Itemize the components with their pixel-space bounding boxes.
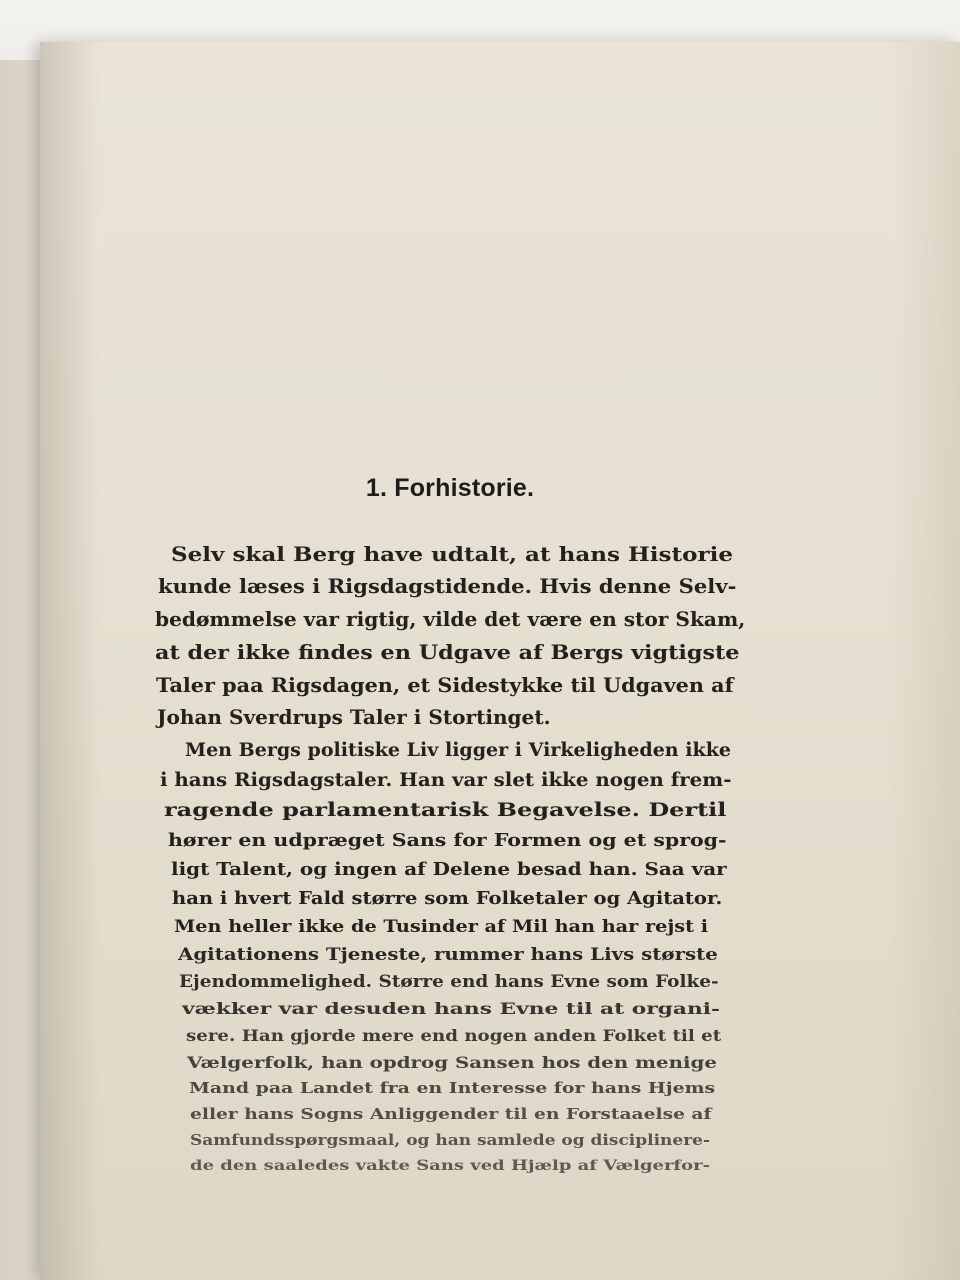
page-gutter-shadow — [40, 42, 100, 1280]
text-line: eller hans Sogns Anliggender til en Forstaaelse af — [190, 1105, 712, 1123]
text-line: han i hvert Fald større som Folketaler og Agitator. — [172, 888, 723, 909]
text-line: kunde læses i Rigsdagstidende. Hvis denne Selv- — [158, 574, 737, 598]
text-line: Mand paa Landet fra en Interesse for hans Hjems — [189, 1079, 716, 1097]
text-line: de den saaledes vakte Sans ved Hjælp af Vælgerfor- — [190, 1158, 711, 1174]
text-line: ligt Talent, og ingen af Delene besad han. Saa var — [171, 859, 727, 880]
text-line: Men Bergs politiske Liv ligger i Virkeligheden ikke — [185, 739, 731, 761]
text-line: Agitationens Tjeneste, rummer hans Livs største — [178, 945, 718, 965]
text-line: Samfundsspørgsmaal, og han samlede og disciplinere- — [190, 1131, 711, 1149]
text-line: sere. Han gjorde mere end nogen anden Folket til et — [186, 1026, 722, 1045]
text-line: Vælgerfolk, han opdrog Sansen hos den menige — [187, 1053, 717, 1072]
text-line: Selv skal Berg have udtalt, at hans Historie — [171, 542, 734, 566]
text-line: i hans Rigsdagstaler. Han var slet ikke nogen frem- — [160, 769, 732, 791]
text-line: bedømmelse var rigtig, vilde det være en stor Skam, — [155, 607, 746, 631]
page-edge-shadow — [890, 42, 960, 1280]
text-line: Ejendommelighed. Større end hans Evne som Folke- — [179, 972, 719, 992]
section-heading: 1. Forhistorie. — [365, 474, 535, 502]
text-line: vækker var desuden hans Evne til at organi- — [182, 999, 721, 1018]
text-line: Men heller ikke de Tusinder af Mil han har rejst i — [174, 917, 709, 937]
text-line: at der ikke findes en Udgave af Bergs vigtigste — [155, 640, 740, 664]
text-line: hører en udpræget Sans for Formen og et sprog- — [168, 830, 727, 851]
text-line: Johan Sverdrups Taler i Stortinget. — [157, 705, 551, 729]
text-line: ragende parlamentarisk Begavelse. Dertil — [164, 799, 727, 821]
text-line: Taler paa Rigsdagen, et Sidestykke til Udgaven af — [156, 673, 734, 697]
